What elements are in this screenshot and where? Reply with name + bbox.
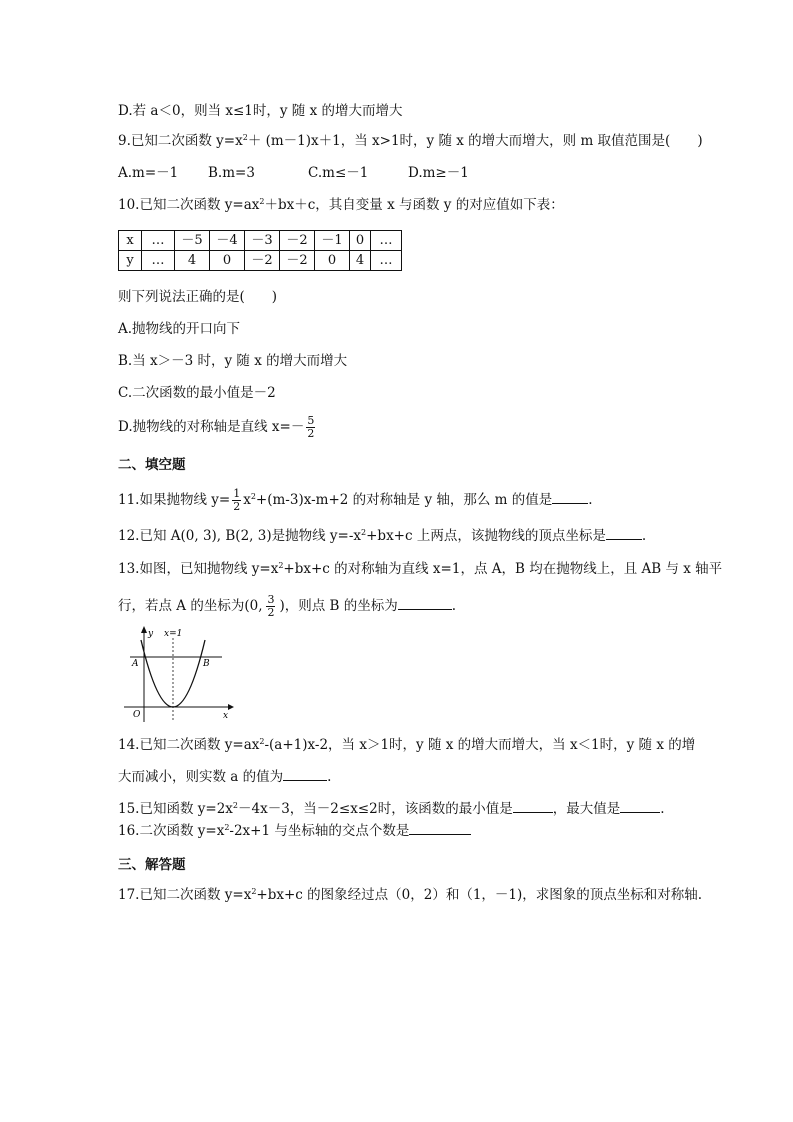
- q9-option-c: C.m≤－1: [308, 165, 369, 181]
- q10-option-b: B.当 x＞－3 时，y 随 x 的增大而增大: [118, 353, 348, 369]
- answer-blank[interactable]: [513, 800, 553, 813]
- q10-stem: 则下列说法正确的是( ): [118, 289, 278, 305]
- table-row-y: [119, 251, 402, 271]
- question-10: 10.已知二次函数 $y=ax^2+bx+c$，其自变量 x 与函数 y 的对应值如下表：: [118, 197, 564, 213]
- table-row-x: [119, 231, 402, 251]
- question-17: 17.已知二次函数 $y=x^2+bx+c$ 的图象经过点（0，2）和（1，－1)，求图象的顶点坐标和对称轴.: [118, 887, 703, 903]
- fraction: $\frac{1}{2}$: [233, 487, 241, 513]
- table-cell: 0: [210, 251, 245, 271]
- table-cell: 4: [350, 251, 371, 271]
- table-cell: …: [142, 231, 175, 251]
- table-cell: x: [119, 231, 142, 251]
- question-13: 13.如图，已知抛物线 $y=x^2+bx+c$ 的对称轴为直线 x=1，点 A，B 均在抛物线上，且 AB 与 x 轴平: [118, 561, 723, 577]
- table-cell: 0: [315, 251, 350, 271]
- label-y: y: [148, 629, 154, 639]
- label-x1: x=1: [164, 629, 183, 639]
- q9-option-d: D.m≥－1: [408, 165, 469, 181]
- section-fill-in-title: 二、填空题: [118, 457, 186, 473]
- q9-option-b: B.m=3: [208, 165, 255, 181]
- question-16: 16.二次函数 $y=x^2-2x+1$ 与坐标轴的交点个数是: [118, 822, 471, 840]
- answer-blank[interactable]: [620, 800, 660, 813]
- table-cell: －5: [175, 231, 210, 251]
- label-a: A: [132, 659, 139, 669]
- table-cell: …: [371, 231, 402, 251]
- answer-blank[interactable]: [409, 822, 471, 835]
- answer-blank[interactable]: [606, 527, 642, 540]
- table-cell: －1: [315, 231, 350, 251]
- answer-blank[interactable]: [398, 597, 452, 610]
- table-cell: 0: [350, 231, 371, 251]
- fraction: $\frac{3}{2}$: [267, 593, 275, 619]
- q10-option-d: D.抛物线的对称轴是直线 x=－ $\frac{5}{2}$: [118, 414, 315, 440]
- value-table: [118, 230, 402, 271]
- q9-option-a: A.m=－1: [118, 165, 179, 181]
- answer-blank[interactable]: [283, 768, 327, 781]
- question-15: 15.已知函数 $y=2x^2-4x-3$，当－2≤x≤2时，该函数的最小值是 ，最大值是 .: [118, 801, 665, 817]
- question-14-cont: 大而减小，则实数 a 的值为 .: [118, 769, 332, 785]
- x-axis-arrow: [228, 704, 234, 710]
- table-cell: －3: [245, 231, 280, 251]
- table-cell: 4: [175, 251, 210, 271]
- q8-option-d: D.若 a＜0，则当 x≤1时，y 随 x 的增大而增大: [118, 103, 403, 119]
- table-cell: y: [119, 251, 142, 271]
- question-12: 12.已知 A(0, 3), B(2, 3)是抛物线 $y=-x^2+bx+c$ 上两点，该抛物线的顶点坐标是 .: [118, 528, 647, 544]
- table-cell: －2: [280, 231, 315, 251]
- label-o: O: [133, 710, 141, 720]
- question-13-cont: 行，若点 A 的坐标为(0, $\frac{3}{2}$ )，则点 B 的坐标为 .: [118, 593, 457, 619]
- table-cell: …: [142, 251, 175, 271]
- question-9: 9.已知二次函数 $y=x^2+ (m-1)x+1$，当 x>1时，y 随 x 的增大而增大，则 m 取值范围是( ): [118, 133, 703, 149]
- y-axis-arrow: [141, 626, 147, 633]
- table-cell: －2: [245, 251, 280, 271]
- table-cell: …: [371, 251, 402, 271]
- question-11: 11.如果抛物线 y= $\frac{1}{2}$ $x^2+(m-3)x-m+2$ 的对称轴是 y 轴，那么 m 的值是 .: [118, 487, 593, 513]
- label-x: x: [223, 711, 229, 721]
- q10-option-a: A.抛物线的开口向下: [118, 321, 241, 337]
- table-cell: －4: [210, 231, 245, 251]
- answer-blank[interactable]: [552, 491, 588, 504]
- q10-option-c: C.二次函数的最小值是－2: [118, 385, 276, 401]
- label-b: B: [203, 659, 210, 669]
- section-answer-title: 三、解答题: [118, 857, 186, 873]
- parabola-figure: [124, 626, 234, 722]
- fraction: $\frac{5}{2}$: [307, 414, 315, 440]
- question-14: 14.已知二次函数 $y=ax^2-(a+1)x-2$，当 x＞1时，y 随 x 的增大而增大，当 x＜1时，y 随 x 的增: [118, 737, 696, 753]
- table-cell: －2: [280, 251, 315, 271]
